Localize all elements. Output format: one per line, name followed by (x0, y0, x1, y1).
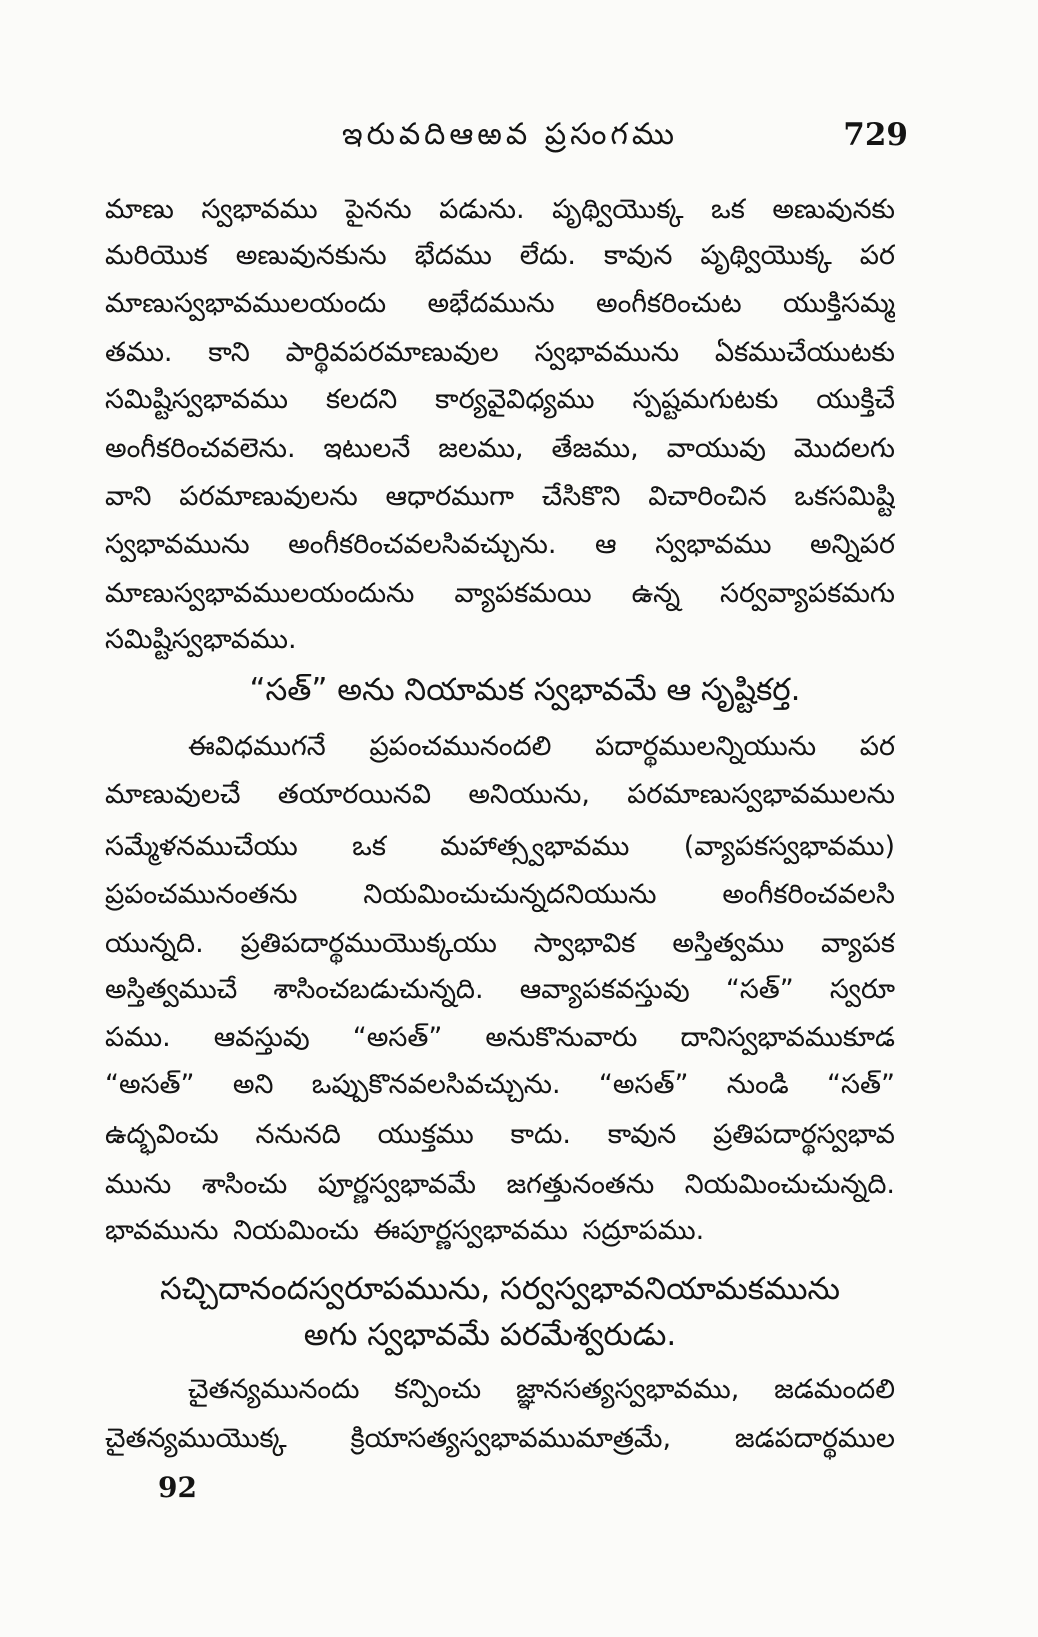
section-heading: సచ్చిదానందస్వరూపమును, సర్వస్వభావనియామకమును (160, 1271, 840, 1307)
body-line: మును శాసించు పూర్ణస్వభావమే జగత్తునంతను నియమించుచున్నది. (105, 1169, 895, 1200)
body-line: అంగీకరించవలెను. ఇటులనే జలము, తేజము, వాయువు మొదలగు (105, 433, 895, 464)
section-heading: “సత్” అను నియామక స్వభావమే ఆ సృష్టికర్త. (249, 672, 801, 708)
body-line: మాణుస్వభావములయందును వ్యాపకమయి ఉన్న సర్వవ్యాపకమగు (105, 578, 895, 609)
body-line: అస్తిత్వముచే శాసించబడుచున్నది. ఆవ్యాపకవస్తువు “సత్” స్వరూ (105, 974, 895, 1005)
body-line: ఉద్భవించు ననునది యుక్తము కాదు. కావున ప్రతిపదార్థస్వభావ (105, 1119, 895, 1150)
body-line: మాణువులచే తయారయినవి అనియును, పరమాణుస్వభావములను (105, 779, 895, 810)
body-line: ప్రపంచమునంతను నియమించుచున్నదనియును అంగీకరించవలసి (105, 879, 895, 910)
body-line: యున్నది. ప్రతిపదార్థముయొక్కయు స్వాభావిక అస్తిత్వము వ్యాపక (105, 928, 895, 959)
page-number: 729 (843, 117, 908, 153)
body-line: “అసత్” అని ఒప్పుకొనవలసివచ్చును. “అసత్” నుండి “సత్” (105, 1069, 895, 1100)
body-line: సమిష్టిస్వభావము కలదని కార్యవైవిధ్యము స్పష్టమగుటకు యుక్తిచే (105, 384, 895, 415)
body-line: చైతన్యమునందు కన్పించు జ్ఞానసత్యస్వభావము, జడమందలి (188, 1374, 895, 1405)
running-title: ఇరువదిఆఱవ ప్రసంగము (341, 117, 679, 152)
body-line: మరియొక అణువునకును భేదము లేదు. కావున పృథ్వియొక్క పర (105, 240, 895, 271)
body-line: తము. కాని పార్థివపరమాణువుల స్వభావమును ఏకముచేయుటకు (105, 337, 895, 368)
body-line: ఈవిధముగనే ప్రపంచమునందలి పదార్థములన్నియును పర (188, 731, 895, 762)
signature-mark: 92 (158, 1471, 197, 1504)
body-line: మాణు స్వభావము పైనను పడును. పృథ్వియొక్క ఒక అణువునకు (105, 194, 895, 225)
body-line: స్వభావమును అంగీకరించవలసివచ్చును. ఆ స్వభావము అన్నిపర (105, 529, 895, 560)
body-line: సమ్మేళనముచేయు ఒక మహాత్స్వభావము (వ్యాపకస్వభావము) (105, 831, 895, 862)
body-line: సమిష్టిస్వభావము. (105, 624, 297, 655)
body-line: పము. ఆవస్తువు “అసత్” అనుకొనువారు దానిస్వభావముకూడ (105, 1022, 895, 1053)
body-line: మాణుస్వభావములయందు అభేదమును అంగీకరించుట యుక్తిసమ్మ (105, 288, 895, 319)
section-heading: అగు స్వభావమే పరమేశ్వరుడు. (303, 1317, 677, 1353)
body-line: వాని పరమాణువులను ఆధారముగా చేసికొని విచారించిన ఒకసమిష్టి (105, 481, 895, 512)
body-line: భావమును నియమించు ఈపూర్ణస్వభావము సద్రూపము. (105, 1215, 705, 1246)
body-line: చైతన్యముయొక్క క్రియాసత్యస్వభావముమాత్రమే, జడపదార్థముల (105, 1423, 895, 1454)
